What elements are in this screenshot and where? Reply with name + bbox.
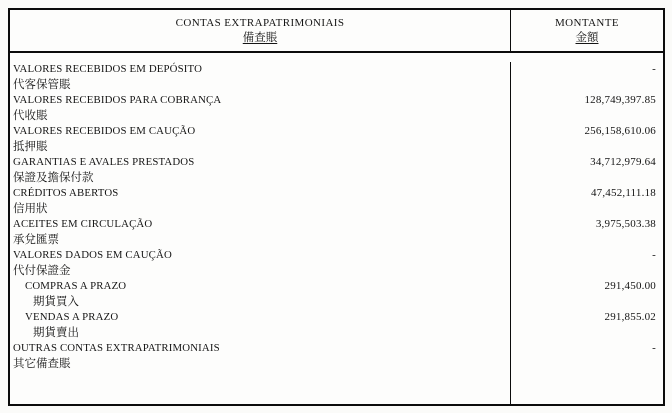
table-row bbox=[10, 93, 663, 124]
account-name-pt: CRÉDITOS ABERTOS bbox=[13, 187, 119, 199]
table-row bbox=[10, 248, 663, 279]
table-row bbox=[10, 186, 663, 217]
header-amount-label-zh: 金額 bbox=[575, 32, 599, 44]
account-name-cell bbox=[10, 279, 511, 310]
header-accounts-label-pt: CONTAS EXTRAPATRIMONIAIS bbox=[175, 17, 345, 29]
account-name-cell bbox=[10, 155, 511, 186]
header-accounts-label-zh: 備查賬 bbox=[242, 32, 278, 44]
account-name-cell bbox=[10, 248, 511, 279]
account-name-zh: 其它備查賬 bbox=[13, 357, 71, 370]
account-name-pt: VALORES RECEBIDOS EM CAUÇÃO bbox=[13, 125, 196, 137]
header-amount-label-pt: MONTANTE bbox=[554, 17, 620, 29]
account-name-pt: ACEITES EM CIRCULAÇÃO bbox=[13, 218, 153, 230]
account-name-cell bbox=[10, 217, 511, 248]
account-name-cell bbox=[10, 341, 511, 372]
amount-cell: 256,158,610.06 bbox=[584, 125, 656, 137]
account-name-zh: 代收賬 bbox=[13, 109, 48, 122]
amount-cell: 3,975,503.38 bbox=[595, 218, 656, 230]
filler-amount-cell bbox=[511, 372, 663, 404]
table-row bbox=[10, 341, 663, 372]
account-name-cell bbox=[10, 310, 511, 341]
amount-cell: 47,452,111.18 bbox=[590, 187, 656, 199]
amount-cell: 128,749,397.85 bbox=[584, 94, 656, 106]
amount-cell: 34,712,979.64 bbox=[590, 156, 656, 168]
account-name-pt: OUTRAS CONTAS EXTRAPATRIMONIAIS bbox=[13, 342, 220, 354]
account-name-zh: 期貨買入 bbox=[33, 295, 79, 308]
account-name-zh: 期貨賣出 bbox=[33, 326, 79, 339]
table-filler-row bbox=[10, 372, 663, 404]
account-name-cell bbox=[10, 124, 511, 155]
account-name-zh: 代付保證金 bbox=[13, 264, 71, 277]
table-row bbox=[10, 155, 663, 186]
table-row bbox=[10, 217, 663, 248]
account-name-pt: COMPRAS A PRAZO bbox=[25, 280, 127, 292]
header-accounts-column bbox=[10, 10, 511, 51]
account-name-pt: GARANTIAS E AVALES PRESTADOS bbox=[13, 156, 195, 168]
table-header-row bbox=[10, 10, 663, 53]
account-name-cell bbox=[10, 186, 511, 217]
account-name-zh: 信用狀 bbox=[13, 202, 48, 215]
amount-cell: 291,855.02 bbox=[604, 311, 656, 323]
account-name-pt: VALORES DADOS EM CAUÇÃO bbox=[13, 249, 172, 261]
header-amount-column bbox=[511, 10, 663, 51]
account-name-zh: 承兌匯票 bbox=[13, 233, 59, 246]
amount-cell: - bbox=[652, 249, 656, 261]
account-name-zh: 代客保管賬 bbox=[13, 78, 71, 91]
table-row bbox=[10, 62, 663, 93]
filler-name-cell bbox=[10, 372, 511, 404]
table-row bbox=[10, 279, 663, 310]
table-row bbox=[10, 310, 663, 341]
account-name-cell bbox=[10, 62, 511, 93]
account-name-pt: VALORES RECEBIDOS PARA COBRANÇA bbox=[13, 94, 222, 106]
account-name-cell bbox=[10, 93, 511, 124]
table-body bbox=[10, 53, 663, 404]
amount-cell: 291,450.00 bbox=[604, 280, 656, 292]
amount-cell: - bbox=[652, 342, 656, 354]
account-name-zh: 保證及擔保付款 bbox=[13, 171, 94, 184]
table-row bbox=[10, 124, 663, 155]
amount-cell: - bbox=[652, 63, 656, 75]
account-name-pt: VENDAS A PRAZO bbox=[25, 311, 119, 323]
account-name-pt: VALORES RECEBIDOS EM DEPÓSITO bbox=[13, 63, 203, 75]
account-name-zh: 抵押賬 bbox=[13, 140, 48, 153]
off-balance-sheet-table bbox=[8, 8, 665, 406]
